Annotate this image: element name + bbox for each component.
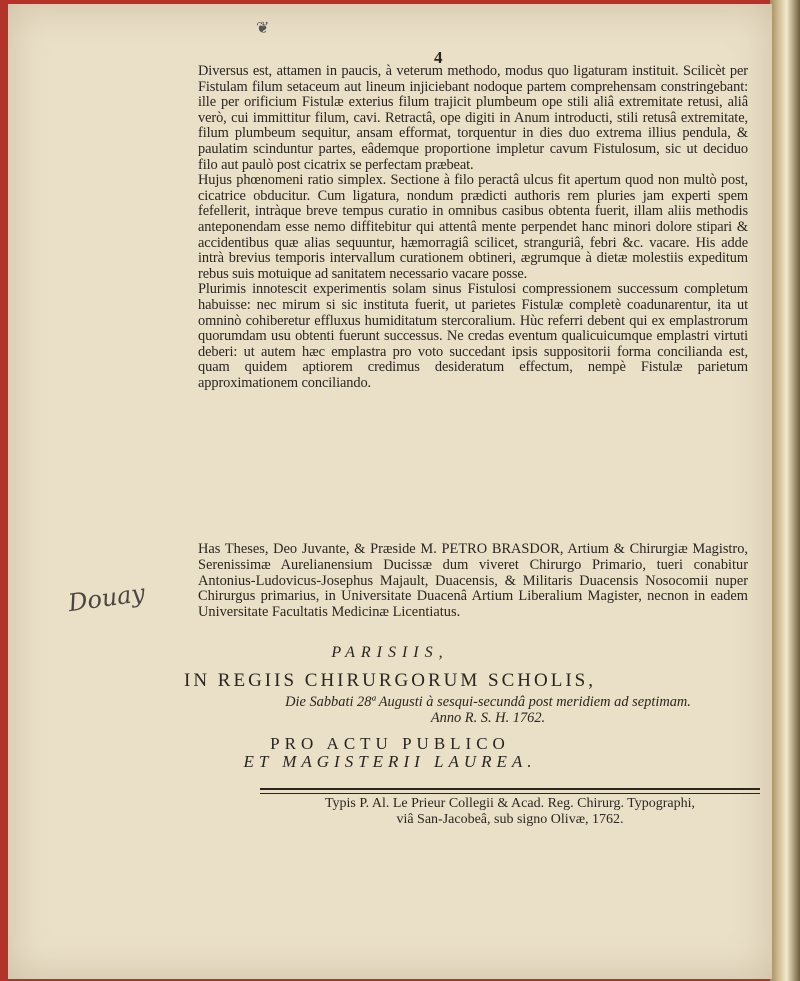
year-line: Anno R. S. H. 1762. bbox=[430, 710, 546, 726]
date-line: Die Sabbati 28ª Augusti à sesqui-secundâ post meridiem ad septimam. bbox=[285, 694, 691, 710]
thesis-text: Has Theses, Deo Juvante, & Præside M. PETRO BRASDOR, Artium & Chirurgiæ Magistro, Serenissimæ Aurelianensium Ducissæ dum viveret Chirurgo Primario, tueri conabitur Antonius-Ludovicus-Josephus Majault, Duacensis, & Militaris Duacensis Nosocomii nuper Chirurgus primarius, in Universitate Duacenâ Artium Liberalium Magister, necnon in eadem Universitate Facultatis Medicinæ Licentiatus. bbox=[198, 541, 748, 621]
paragraph: Hujus phœnomeni ratio simplex. Sectione à filo peractâ ulcus fit apertum quod non multò post, cicatrice obducitur. Cum ligatura, nondum prædicti authoris rem pluries jam experti spem fefellerit, intràque breve tempus curatio in omnibus casibus obtenta fuerit, illam aliis methodis anteponendam esse nemo diffitebitur qui attentâ mente perpendet hanc minori dolore stipari & accidentibus quæ alias sequuntur, hæmorragiâ scilicet, stranguriâ, febri &c. vacare. His adde intrà brevius temporis intervallum curationem obtineri, ægrumque à dietæ molestiis expeditum rebus suis motuique ad sanitatem necessario vacare posse. bbox=[198, 172, 748, 282]
place-line: PARISIIS, bbox=[331, 644, 449, 661]
page-number: 4 bbox=[434, 48, 443, 67]
paragraph: Plurimis innotescit experimentis solam sinus Fistulosi compressionem successum completum habuisse: nec mirum si sic instituta fuerit, ut parietes Fistulæ completè coadunarentur, ita ut omninò cohiberetur effluxus humiditatum stercoralium. Hùc referri debent qui ex emplastrorum quorumdam usu obtenti fuerunt successus. Ne credas eventum qualicuicumque emplastri virtuti deberi: ut autem hæc emplastra pro voto succedant ipsis suppositorii forma concilianda est, quam quidem aptiorem credimus desideratum effectum, nempè Fistulæ parietum approximationem conciliando. bbox=[198, 281, 748, 391]
occasion-line-1: PRO ACTU PUBLICO bbox=[270, 734, 510, 753]
institution-line: IN REGIIS CHIRURGORUM SCHOLIS, bbox=[184, 670, 596, 691]
printer-line: Typis P. Al. Le Prieur Collegii & Acad. Reg. Chirurg. Typographi, bbox=[324, 796, 696, 811]
handwritten-note: Douay bbox=[66, 578, 147, 618]
document-page bbox=[8, 4, 772, 979]
body-text bbox=[198, 64, 748, 391]
printer-mark-icon: ❦ bbox=[256, 20, 270, 37]
book-spine bbox=[770, 0, 800, 981]
date-block bbox=[208, 694, 768, 726]
printer-imprint bbox=[260, 796, 760, 828]
thesis-statement bbox=[198, 542, 748, 621]
paragraph: Diversus est, attamen in paucis, à veterum methodo, modus quo ligaturam instituit. Scilicèt per Fistulam filum setaceum aut lineum injiciebant nodoque partem comprehensam constringebant: ille per orificium Fistulæ exterius filum trajicit plumbeum ope stili aliâ extremitate retusi, aliâ verò, cui immittitur filum, cavi. Retractâ, ope digiti in Anum introducti, stili retusâ extremitate, filum plumbeum sequitur, ansam efformat, torquentur in dies duo extrema illius pendula, & paulatim scinduntur partes, eâdemque proportione impletur cavum Fistulosum, sic ut deciduo filo aut paulò post cicatrix se perfectam præbeat. bbox=[198, 63, 748, 173]
printer-line: viâ San-Jacobeâ, sub signo Olivæ, 1762. bbox=[396, 812, 624, 827]
occasion-line-2: ET MAGISTERII LAUREA. bbox=[243, 752, 537, 771]
divider-rule bbox=[260, 788, 760, 794]
